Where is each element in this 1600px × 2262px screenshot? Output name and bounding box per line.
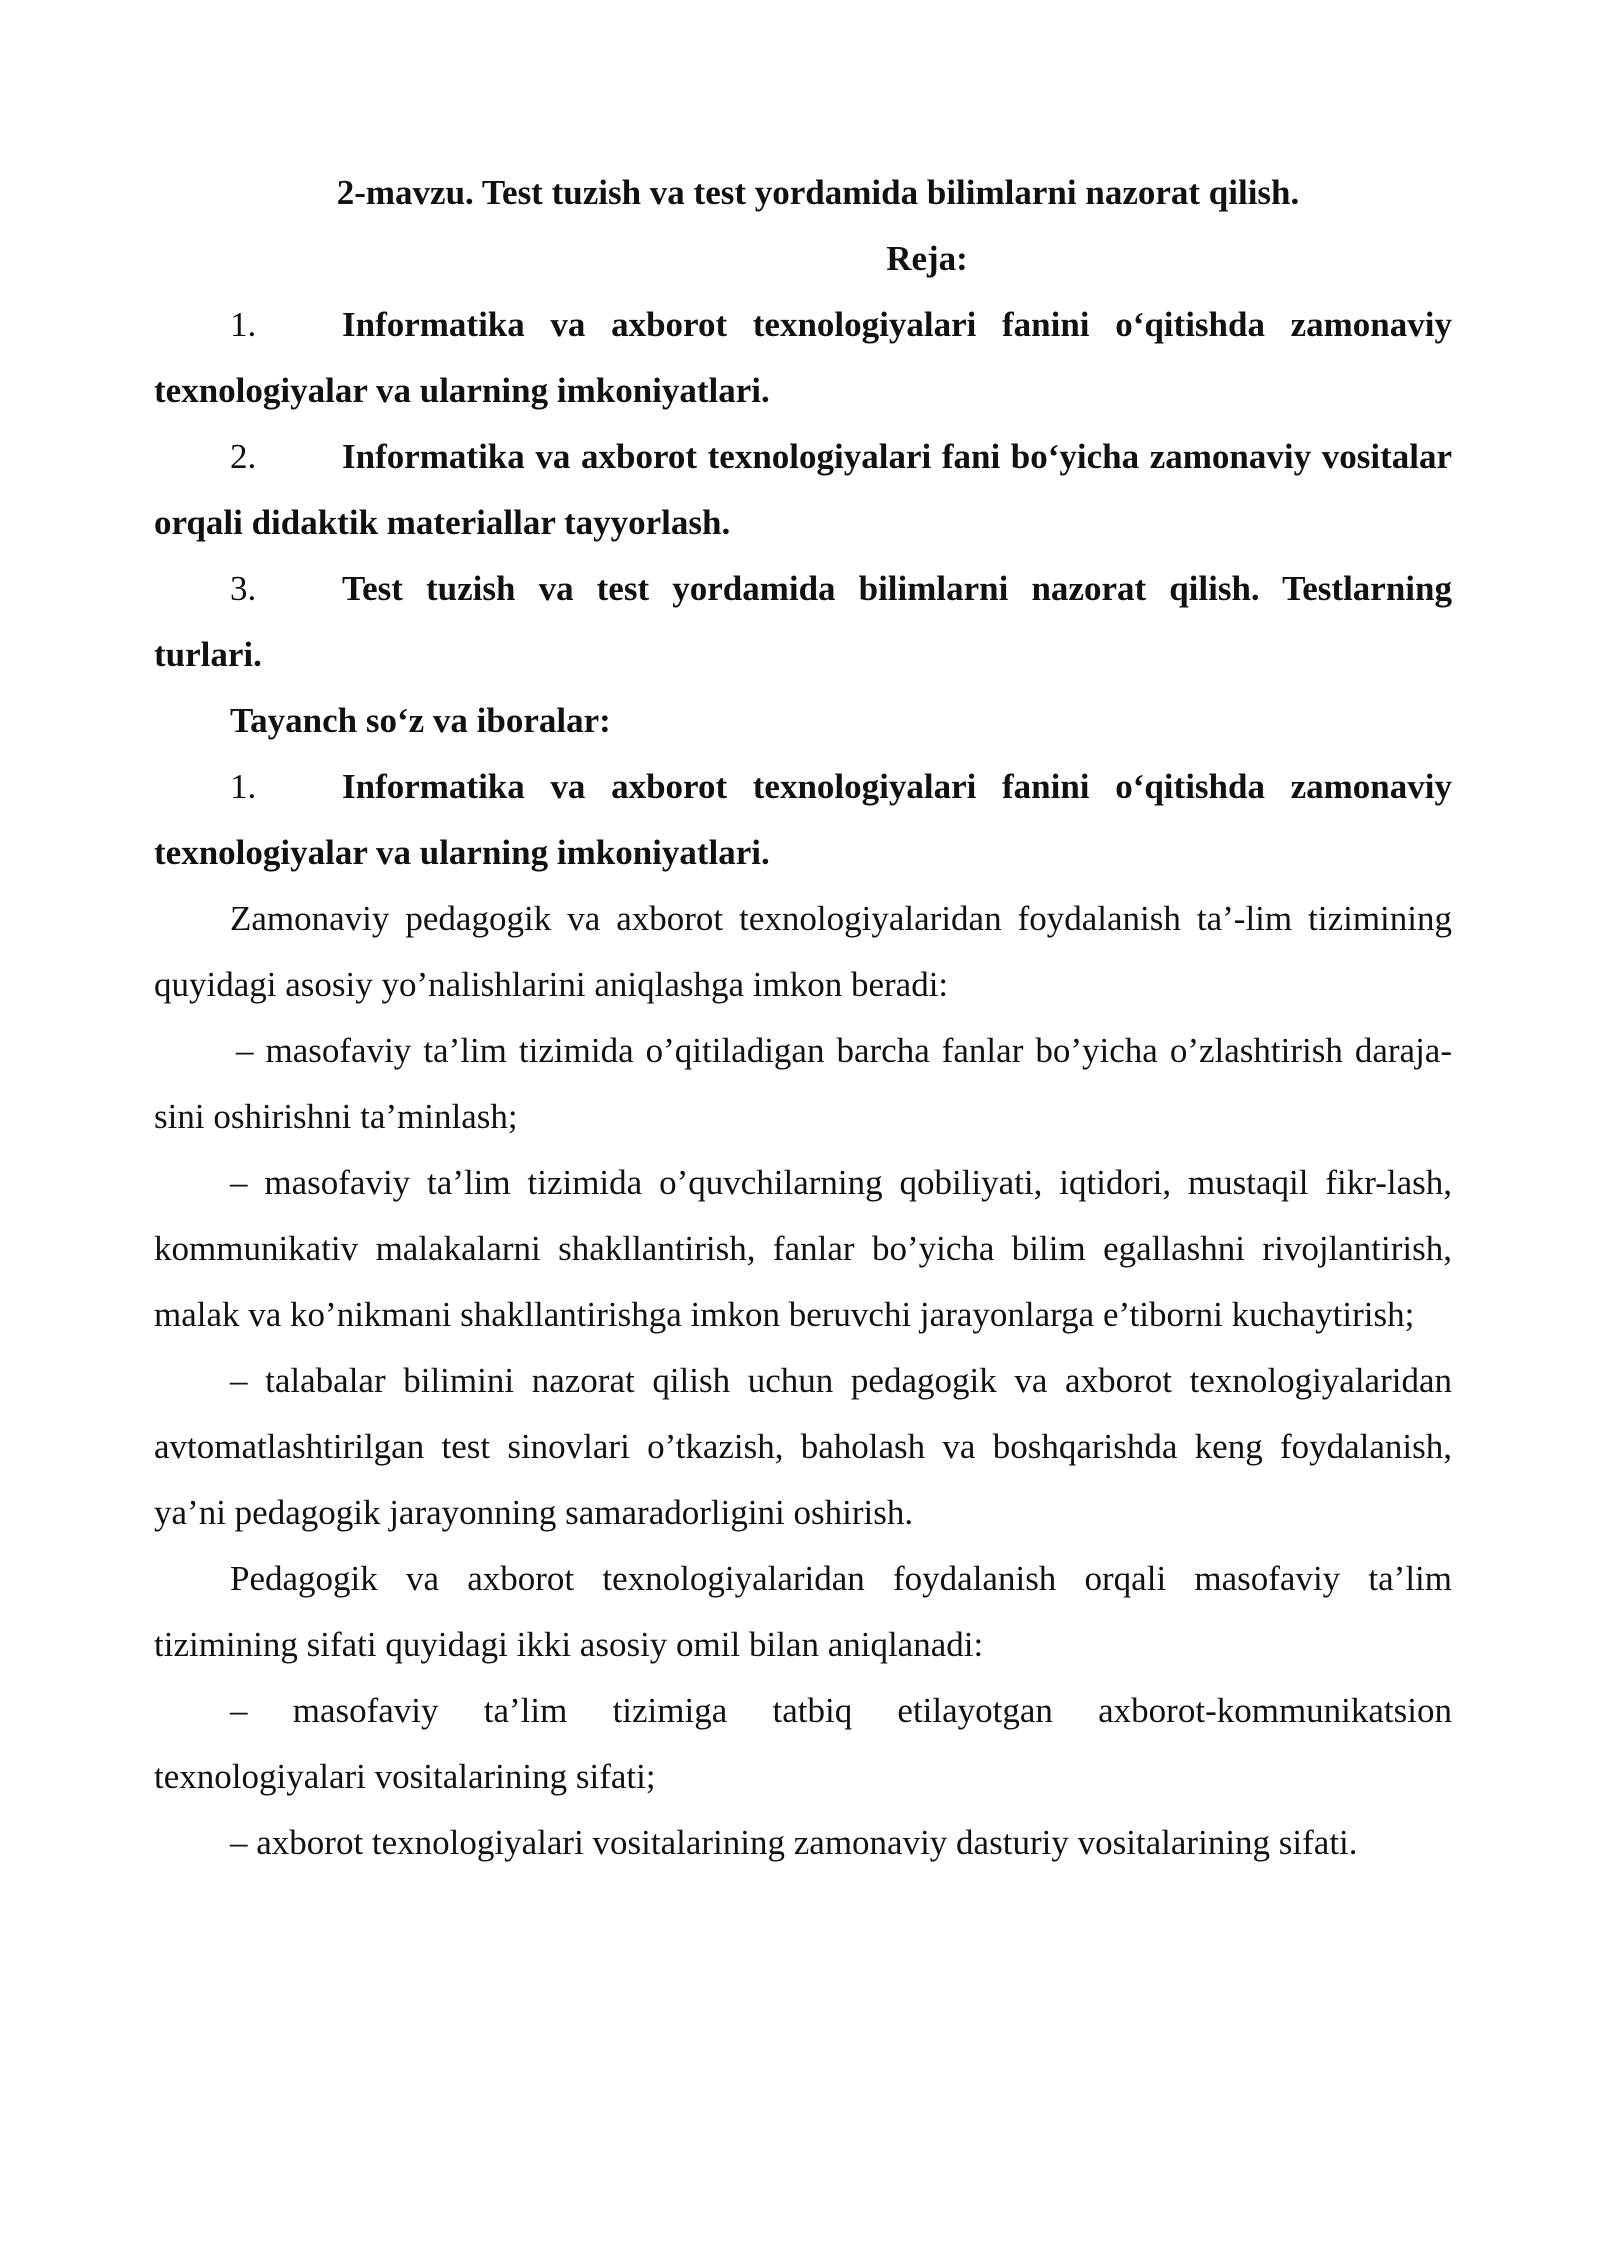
bullet-paragraph: – masofaviy ta’lim tizimiga tatbiq etilayotgan axborot-kommunikatsion texnologiyalari vositalarining sifati; bbox=[154, 1691, 1452, 1796]
document-page bbox=[154, 160, 1452, 1876]
body-paragraph: Zamonaviy pedagogik va axborot texnologiyalaridan foydalanish ta’-lim tizimining quyidagi asosiy yo’nalishlarini aniqlashga imkon beradi: bbox=[154, 899, 1452, 1004]
section-heading bbox=[154, 754, 1452, 886]
bullet-paragraph: – masofaviy ta’lim tizimida o’qitiladigan barcha fanlar bo’yicha o’zlashtirish daraja-sini oshirishni ta’minlash; bbox=[154, 1031, 1452, 1136]
plan-item-number: 2. bbox=[230, 437, 257, 476]
section-title: Informatika va axborot texnologiyalari fanini o‘qitishda zamonaviy texnologiyalar va ularning imkoniyatlari. bbox=[154, 767, 1452, 872]
plan-item bbox=[154, 424, 1452, 556]
page-title: 2-mavzu. Test tuzish va test yordamida bilimlarni nazorat qilish. bbox=[336, 173, 1300, 212]
plan-item bbox=[154, 292, 1452, 424]
plan-heading: Reja: bbox=[886, 239, 968, 278]
bullet-paragraph: – axborot texnologiyalari vositalarining zamonaviy dasturiy vositalarining sifati. bbox=[230, 1823, 1358, 1862]
section-number: 1. bbox=[230, 767, 257, 806]
bullet-paragraph: – talabalar bilimini nazorat qilish uchun pedagogik va axborot texnologiyalaridan avtomatlashtirilgan test sinovlari o’tkazish, baholash va boshqarishda keng foydalanish, ya’ni pedagogik jarayonning samaradorligini oshirish. bbox=[154, 1361, 1452, 1532]
body-paragraph: Pedagogik va axborot texnologiyalaridan foydalanish orqali masofaviy ta’lim tizimining sifati quyidagi ikki asosiy omil bilan aniqlanadi: bbox=[154, 1559, 1452, 1664]
plan-item-text: Test tuzish va test yordamida bilimlarni nazorat qilish. Testlarning turlari. bbox=[154, 569, 1452, 674]
keywords-heading: Tayanch so‘z va iboralar: bbox=[230, 701, 611, 740]
plan-item-text: Informatika va axborot texnologiyalari fanini o‘qitishda zamonaviy texnologiyalar va ularning imkoniyatlari. bbox=[154, 305, 1452, 410]
plan-item-text: Informatika va axborot texnologiyalari fani bo‘yicha zamonaviy vositalar orqali didaktik materiallar tayyorlash. bbox=[154, 437, 1452, 542]
plan-item-number: 3. bbox=[230, 569, 257, 608]
plan-item bbox=[154, 556, 1452, 688]
plan-item-number: 1. bbox=[230, 305, 257, 344]
bullet-paragraph: – masofaviy ta’lim tizimida o’quvchilarning qobiliyati, iqtidori, mustaqil fikr-lash, kommunikativ malakalarni shakllantirish, fanlar bo’yicha bilim egallashni rivojlantirish, malak va ko’nikmani shakllantirishga imkon beruvchi jarayonlarga e’tiborni kuchaytirish; bbox=[154, 1163, 1452, 1334]
